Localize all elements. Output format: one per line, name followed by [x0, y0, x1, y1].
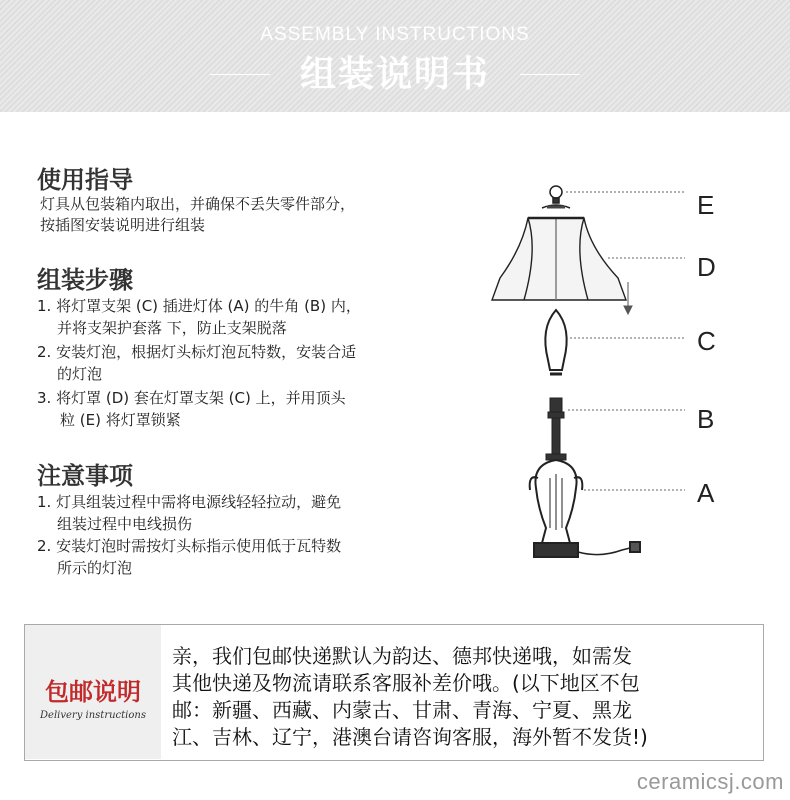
- delivery-line-3: 邮：新疆、西藏、内蒙古、甘肃、青海、宁夏、黑龙: [172, 698, 632, 722]
- lamp-assembly-diagram: [480, 178, 740, 578]
- label-d: D: [697, 252, 716, 282]
- step-line-6: 粒 (E) 将灯罩锁紧: [60, 411, 181, 429]
- finial-part: [542, 186, 570, 208]
- delivery-subtitle: Delivery instructions: [40, 710, 146, 721]
- header-title-cn: 组装说明书: [299, 54, 490, 95]
- lamp-body-part: [530, 460, 640, 557]
- steps-title: 组装步骤: [37, 266, 133, 294]
- usage-line-1: 灯具从包装箱内取出，并确保不丢失零件部分，: [40, 195, 356, 213]
- notes-title: 注意事项: [37, 462, 133, 490]
- step-line-2: 并将支架护套落 下，防止支架脱落: [57, 319, 287, 337]
- note-line-4: 所示的灯泡: [57, 559, 133, 577]
- note-line-2: 组装过程中电线损伤: [57, 515, 193, 533]
- delivery-title: 包邮说明: [45, 678, 141, 706]
- note-line-3: 2. 安装灯泡时需按灯头标指示使用低于瓦特数: [37, 537, 342, 555]
- label-a: A: [697, 478, 715, 508]
- step-line-4: 的灯泡: [57, 365, 103, 383]
- watermark: ceramicsj.com: [636, 769, 784, 794]
- label-b: B: [697, 404, 715, 434]
- step-line-5: 3. 将灯罩 (D) 套在灯罩支架 (C) 上，并用顶头: [37, 389, 346, 407]
- delivery-line-2: 其他快递及物流请联系客服补差价哦。(以下地区不包: [172, 671, 640, 695]
- header-banner: [0, 0, 790, 112]
- usage-title: 使用指导: [37, 166, 133, 194]
- delivery-line-1: 亲，我们包邮快递默认为韵达、德邦快递哦，如需发: [172, 644, 632, 668]
- harp-part: [545, 310, 566, 374]
- header-title-en: ASSEMBLY INSTRUCTIONS: [260, 24, 530, 45]
- step-line-1: 1. 将灯罩支架 (C) 插进灯体 (A) 的牛角 (B) 内，: [37, 297, 361, 315]
- label-e: E: [697, 190, 715, 220]
- label-c: C: [697, 326, 716, 356]
- usage-line-2: 按插图安装说明进行组装: [40, 216, 206, 234]
- note-line-1: 1. 灯具组装过程中需将电源线轻轻拉动，避免: [37, 493, 342, 511]
- socket-neck-part: [546, 398, 566, 460]
- step-line-3: 2. 安装灯泡，根据灯头标灯泡瓦特数，安装合适: [37, 343, 357, 361]
- delivery-line-4: 江、吉林、辽宁，港澳台请咨询客服，海外暂不发货!): [172, 725, 648, 749]
- lampshade-part: [492, 218, 626, 300]
